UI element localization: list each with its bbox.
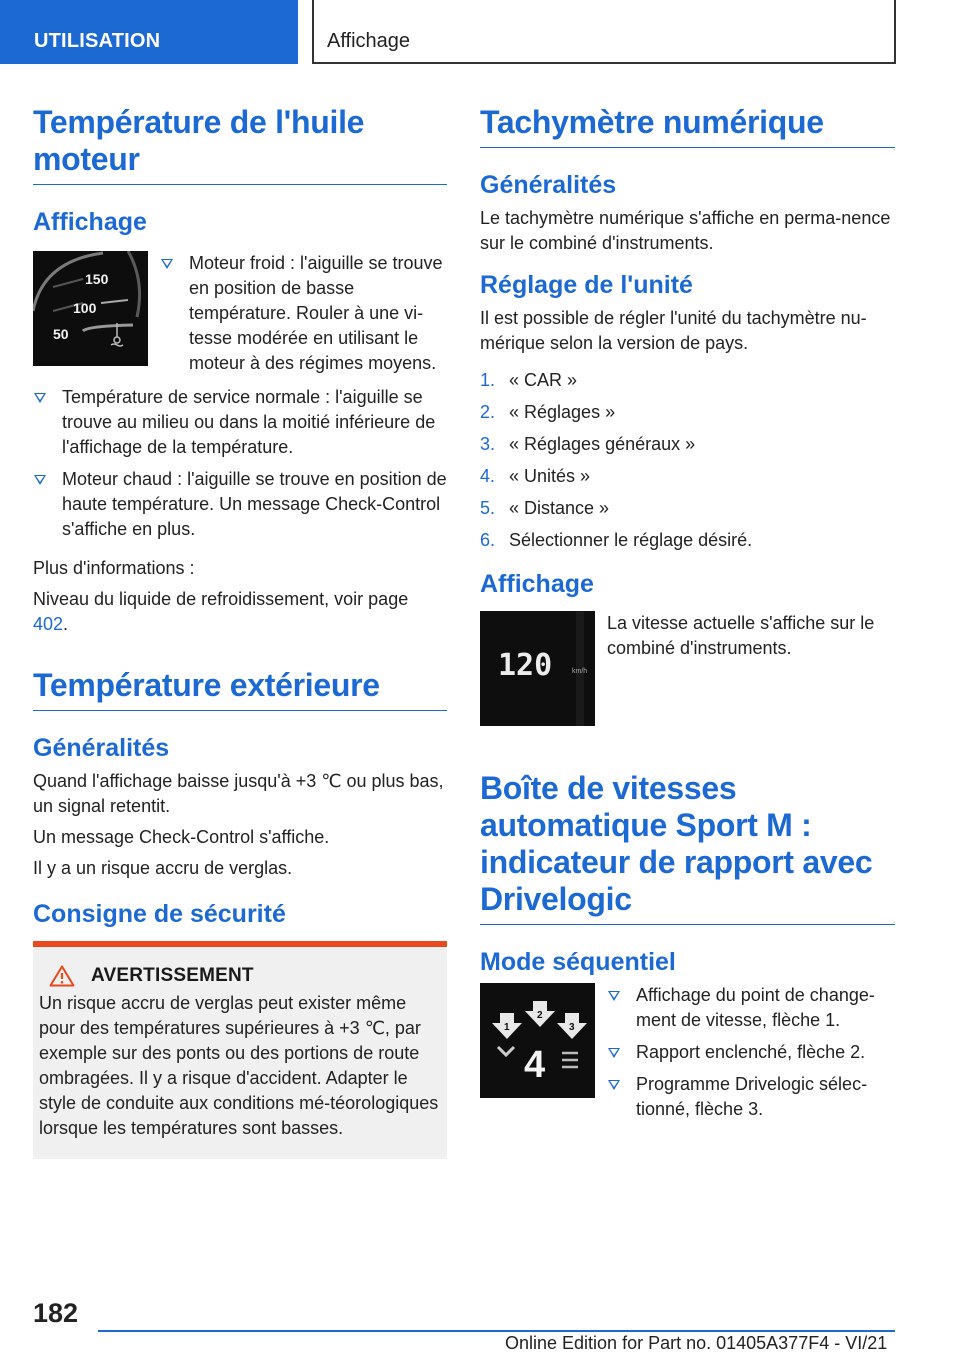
bullet-triangle-icon — [608, 1048, 620, 1058]
warning-label: AVERTISSEMENT — [91, 965, 254, 986]
gear-indicator-image — [480, 983, 595, 1098]
oil-temp-title: Température de l'huile moteur — [33, 104, 447, 185]
speed-display-block — [480, 611, 895, 726]
more-info-label: Plus d'informations : — [33, 558, 195, 578]
step-item: 3. « Réglages généraux » — [480, 434, 696, 454]
oil-display-heading: Affichage — [33, 208, 147, 236]
more-info-text: Niveau du liquide de refroidissement, voir page 402. — [33, 589, 409, 634]
step-item: 4. « Unités » — [480, 466, 591, 486]
arrow-label-3: 3 — [569, 1022, 575, 1033]
seq-bullet-1: Affichage du point de change-ment de vitesse, flèche 1. — [607, 983, 895, 1033]
section-label: UTILISATION — [34, 30, 161, 52]
edition-info: Online Edition for Part no. 01405A377F4 - VI/21 — [505, 1333, 888, 1353]
bullet-triangle-icon — [608, 991, 620, 1001]
oil-bullet-cold: Moteur froid : l'aiguille se trouve en position de basse température. Rouler à une vi-tesse modérée en utilisant le moteur à des régimes moyens. — [160, 251, 447, 376]
speed-unit: km/h — [572, 668, 588, 675]
bullet-triangle-icon — [34, 475, 46, 485]
oil-bullet-hot: Moteur chaud : l'aiguille se trouve en position de haute température. Un message Check-Control s'affiche en plus. — [33, 467, 447, 542]
tacho-general-text: Le tachymètre numérique s'affiche en perma-nence sur le combiné d'instruments. — [480, 208, 891, 253]
step-item: 5. « Distance » — [480, 498, 610, 518]
page-link[interactable]: 402 — [33, 614, 64, 634]
unit-heading: Réglage de l'unité — [480, 271, 693, 299]
page-number: 182 — [33, 1298, 79, 1328]
speed-display-heading: Affichage — [480, 570, 594, 598]
seq-bullet-3: Programme Drivelogic sélec-tionné, flèche 3. — [607, 1072, 895, 1122]
warning-triangle-icon — [49, 965, 75, 987]
oil-gauge-block — [33, 251, 447, 383]
unit-steps — [480, 368, 895, 553]
arrow-label-2: 2 — [537, 1010, 543, 1021]
gauge-label-50: 50 — [53, 326, 69, 342]
chapter-tab — [312, 0, 896, 64]
bullet-triangle-icon — [608, 1080, 620, 1090]
warning-box — [33, 941, 447, 1159]
seq-bullet-2: Rapport enclenché, flèche 2. — [607, 1040, 895, 1065]
gauge-label-150: 150 — [85, 271, 109, 287]
right-column — [480, 104, 895, 1129]
digital-speed-image — [480, 611, 595, 726]
current-gear: 4 — [524, 1044, 546, 1086]
chapter-label: Affichage — [327, 30, 411, 52]
warning-text: Un risque accru de verglas peut exister même pour des températures supérieures à +3 ℃, par exemple sur des ponts ou des portions de route ombragées. Il y a risque d'accident. Adapter le style de conduite aux conditions mé-téorologiques lorsque les températures sont basses. — [39, 993, 439, 1138]
bullet-triangle-icon — [34, 393, 46, 403]
ext-general-p3: Il y a un risque accru de verglas. — [33, 858, 293, 878]
ext-general-p2: Un message Check-Control s'affiche. — [33, 827, 330, 847]
ext-general-p1: Quand l'affichage baisse jusqu'à +3 ℃ ou plus bas, un signal retentit. — [33, 771, 444, 816]
step-item: 2. « Réglages » — [480, 402, 616, 422]
safety-heading: Consigne de sécurité — [33, 900, 286, 928]
ext-temp-title: Température extérieure — [33, 667, 447, 711]
gauge-label-100: 100 — [73, 300, 97, 316]
tacho-title: Tachymètre numérique — [480, 104, 895, 148]
gear-indicator-block — [480, 983, 895, 1129]
ext-general-heading: Généralités — [33, 734, 170, 762]
seq-mode-heading: Mode séquentiel — [480, 948, 676, 976]
tacho-general-heading: Généralités — [480, 171, 617, 199]
unit-text: Il est possible de régler l'unité du tachymètre nu-mérique selon la version de pays. — [480, 308, 867, 353]
section-tab[interactable] — [0, 0, 298, 64]
bullet-triangle-icon — [161, 259, 173, 269]
oil-bullet-normal: Température de service normale : l'aiguille se trouve au milieu ou dans la moitié inférieure de l'affichage de la température. — [33, 385, 447, 460]
footer-divider — [98, 1330, 895, 1332]
left-column — [33, 104, 447, 1159]
arrow-label-1: 1 — [504, 1022, 510, 1033]
gearbox-title: Boîte de vitesses automatique Sport M : indicateur de rapport avec Drivelogic — [480, 770, 895, 925]
oil-gauge-image — [33, 251, 148, 366]
speed-display-text: La vitesse actuelle s'affiche sur le combiné d'instruments. — [607, 613, 875, 658]
step-item: 1. « CAR » — [480, 370, 578, 390]
speed-value: 120 — [498, 648, 553, 683]
step-item: 6. Sélectionner le réglage désiré. — [480, 530, 753, 550]
